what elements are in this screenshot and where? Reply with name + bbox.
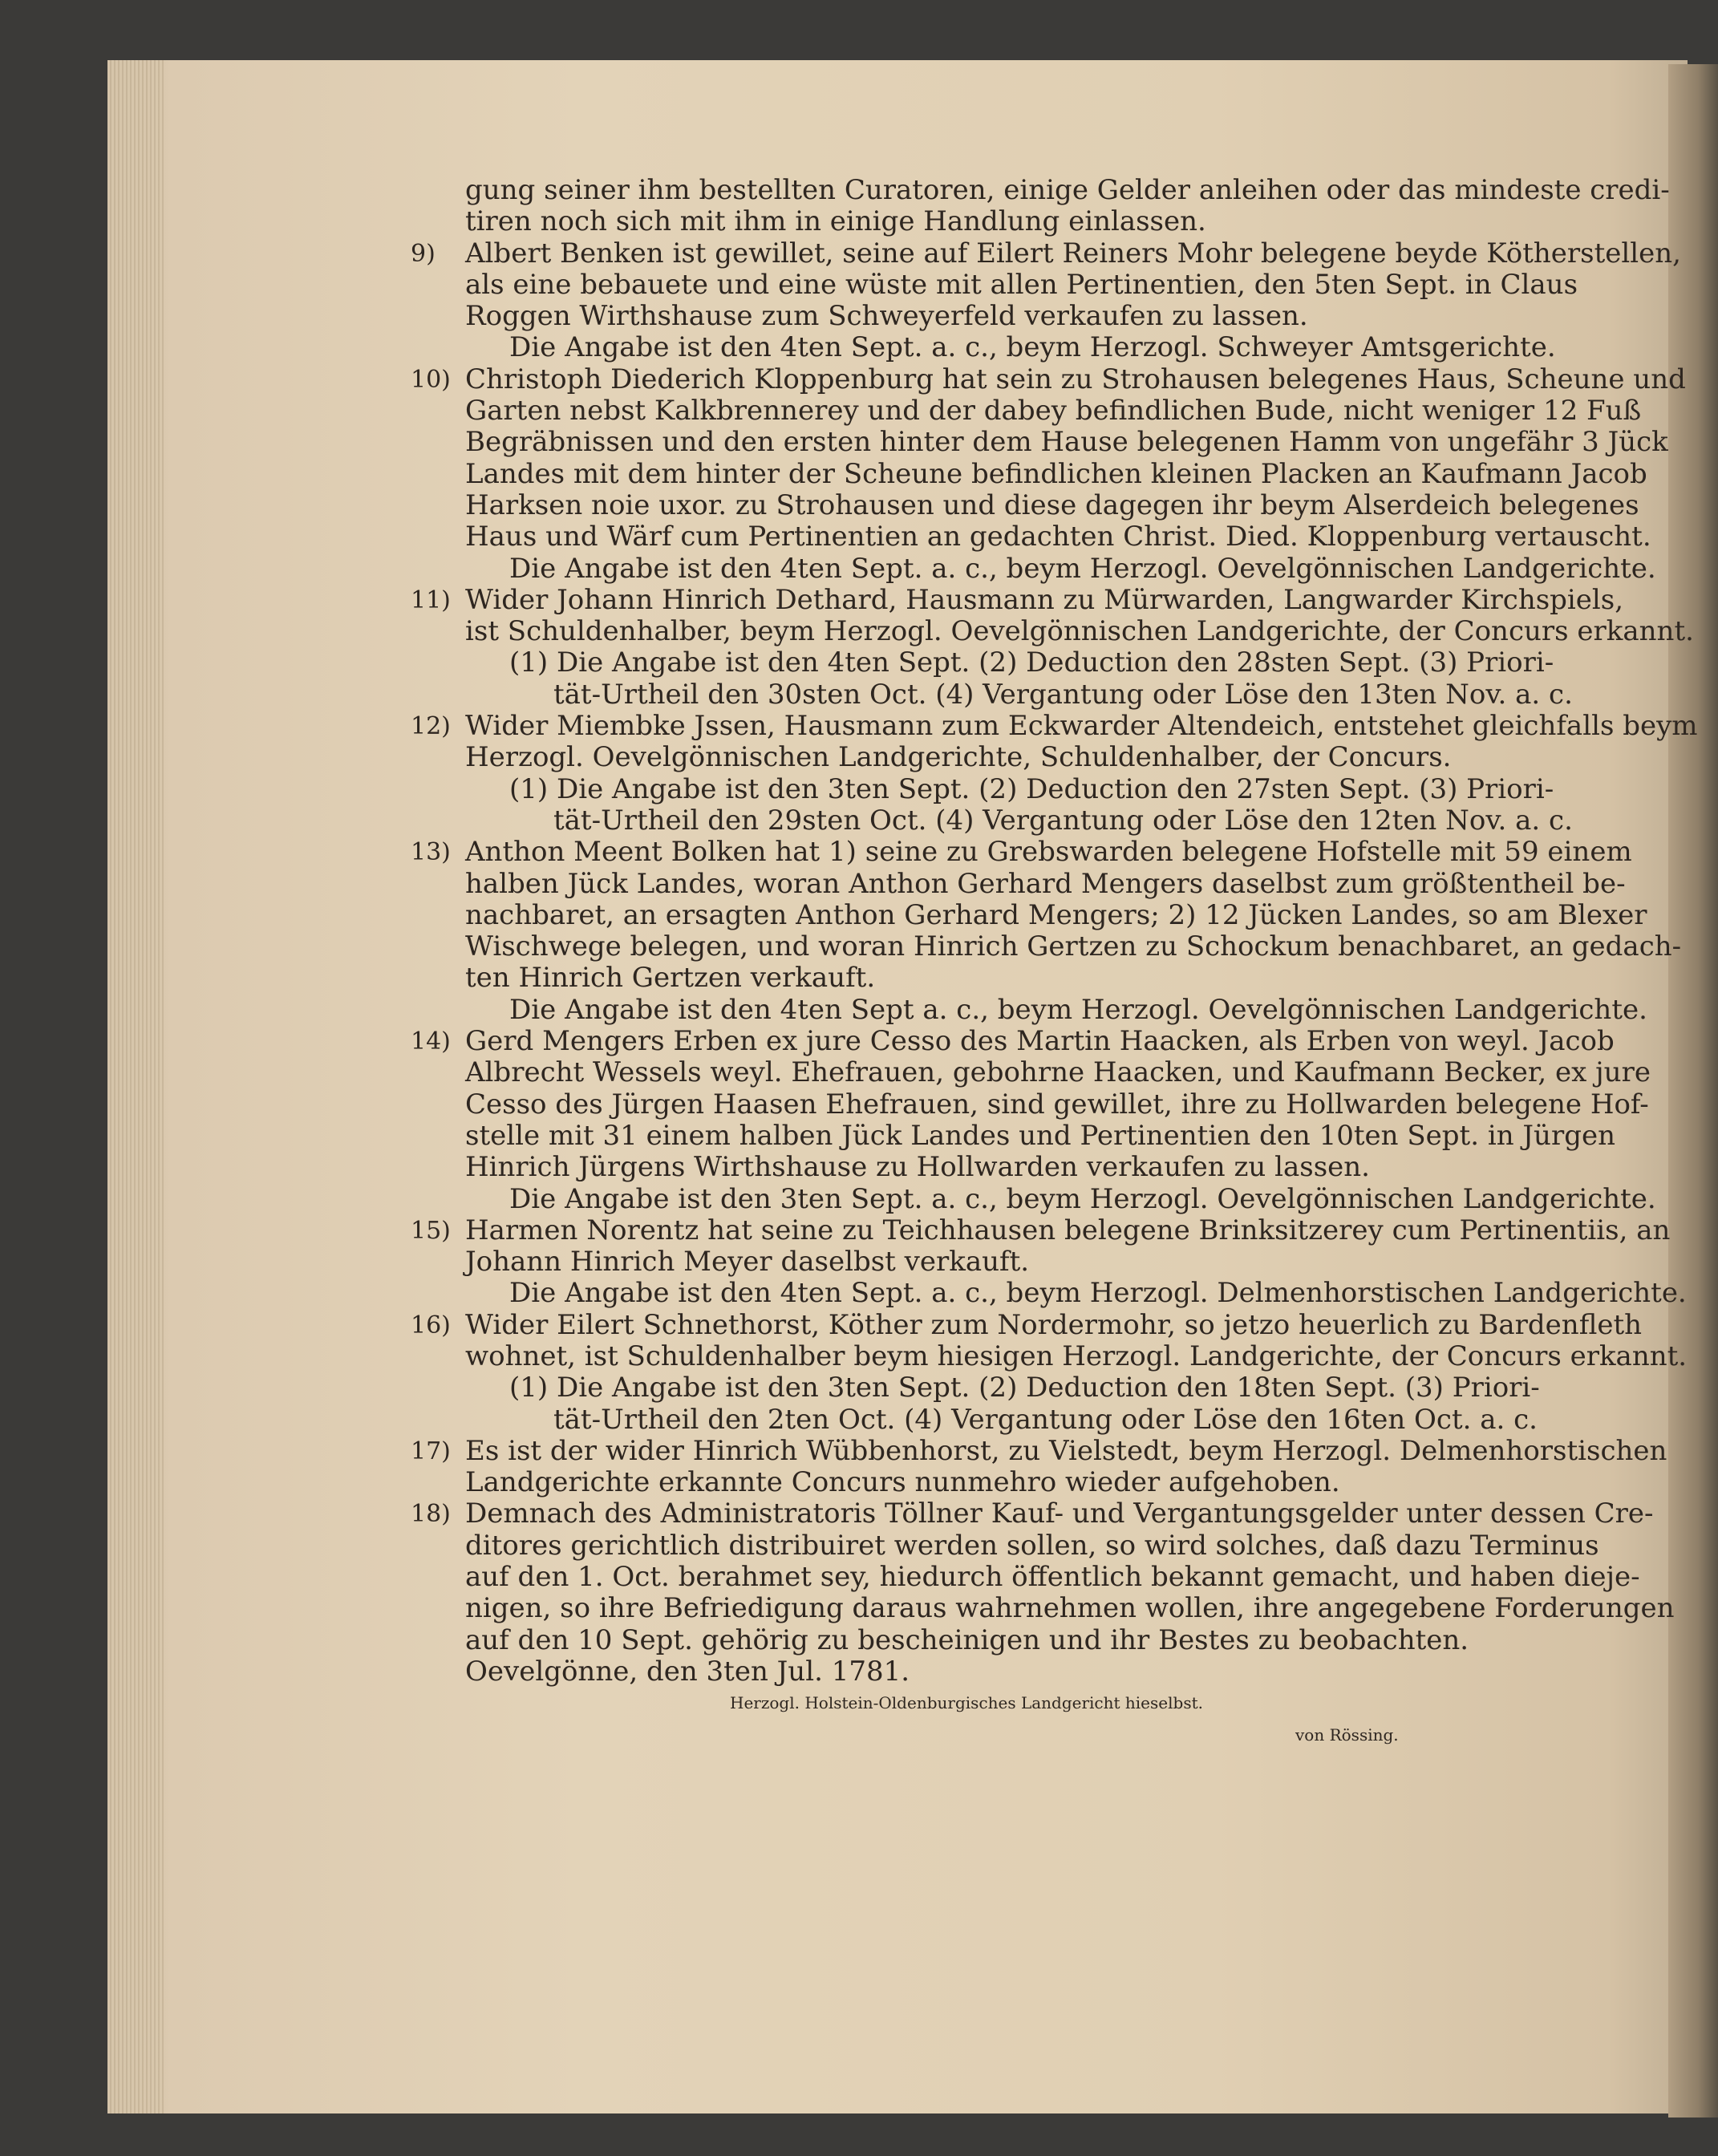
text-line — [465, 898, 1647, 931]
line-text: stelle mit 31 einem halben Jück Landes und Pertinentien den 10ten Sept. in Jürgen — [465, 1119, 1615, 1152]
line-text: Gerd Mengers Erben ex jure Cesso des Martin Haacken, als Erben von weyl. Jacob — [465, 1025, 1615, 1058]
line-text: als eine bebauete und eine wüste mit allen Pertinentien, den 5ten Sept. in Claus — [465, 268, 1578, 301]
line-text: auf den 1. Oct. berahmet sey, hiedurch öffentlich bekannt gemacht, und haben dieje- — [465, 1561, 1640, 1594]
line-text: auf den 10 Sept. gehörig zu bescheinigen und ihr Bestes zu beobachten. — [465, 1623, 1469, 1656]
text-line — [465, 679, 1572, 711]
line-text: Landgerichte erkannte Concurs nunmehro wieder aufgehoben. — [465, 1466, 1340, 1499]
line-text: Garten nebst Kalkbrennerey und der dabey befindlichen Bude, nicht weniger 12 Fuß — [465, 395, 1642, 428]
numbered-entry-line — [411, 583, 1624, 616]
numbered-entry-line — [411, 1214, 1671, 1246]
text-line — [465, 1182, 1656, 1215]
line-text: tiren noch sich mit ihm in einige Handlung einlassen. — [465, 205, 1206, 238]
line-text: (1) Die Angabe ist den 3ten Sept. (2) Deduction den 27sten Sept. (3) Priori- — [509, 772, 1554, 805]
text-line — [465, 552, 1656, 585]
line-text: nachbaret, an ersagten Anthon Gerhard Mengers; 2) 12 Jücken Landes, so am Blexer — [465, 898, 1647, 931]
entry-number: 12) — [411, 712, 451, 741]
page-edge-left — [107, 60, 164, 2113]
entry-number: 18) — [411, 1500, 451, 1529]
line-text: ist Schuldenhalber, beym Herzogl. Oevelgönnischen Landgerichte, der Concurs erkannt. — [465, 615, 1694, 648]
court-signature: Herzogl. Holstein-Oldenburgisches Landgericht hieselbst. — [730, 1693, 1203, 1713]
line-text: Hinrich Jürgens Wirthshause zu Hollwarden verkaufen zu lassen. — [465, 1151, 1370, 1184]
line-text: Begräbnissen und den ersten hinter dem Hause belegenen Hamm von ungefähr 3 Jück — [465, 426, 1668, 459]
text-line — [465, 332, 1572, 363]
line-text: tät-Urtheil den 30sten Oct. (4) Vergantung oder Löse den 13ten Nov. a. c. — [553, 678, 1573, 711]
text-line — [465, 1056, 1651, 1089]
numbered-entry-line — [411, 710, 1698, 743]
entry-number: 15) — [411, 1216, 451, 1245]
line-text: Landes mit dem hinter der Scheune befindlichen kleinen Placken an Kaufmann Jacob — [465, 457, 1647, 490]
numbered-entry-line — [411, 1308, 1643, 1341]
text-line — [465, 1246, 1572, 1278]
entry-number: 10) — [411, 365, 451, 394]
line-text: Wider Miembke Jssen, Hausmann zum Eckwarder Altendeich, entstehet gleichfalls beym — [465, 710, 1698, 743]
text-line — [465, 615, 1694, 648]
text-line — [465, 268, 1578, 301]
text-line — [465, 1561, 1640, 1594]
line-text: Herzogl. Oevelgönnischen Landgerichte, Schuldenhalber, der Concurs. — [465, 741, 1452, 774]
line-text: Harmen Norentz hat seine zu Teichhausen belegene Brinksitzerey cum Pertinentiis, an — [465, 1214, 1671, 1246]
entry-number: 11) — [411, 586, 451, 614]
line-text: tät-Urtheil den 2ten Oct. (4) Vergantung oder Löse den 16ten Oct. a. c. — [553, 1403, 1538, 1436]
line-text: Johann Hinrich Meyer daselbst verkauft. — [465, 1246, 1030, 1279]
line-text: wohnet, ist Schuldenhalber beym hiesigen Herzogl. Landgerichte, der Concurs erkannt. — [465, 1339, 1688, 1372]
numbered-entry-line — [411, 1497, 1654, 1530]
text-line — [465, 1404, 1572, 1436]
text-line — [465, 488, 1639, 521]
line-text: tät-Urtheil den 29sten Oct. (4) Vergantung oder Löse den 12ten Nov. a. c. — [553, 804, 1573, 837]
text-line — [465, 457, 1647, 490]
text-line — [465, 1119, 1615, 1152]
line-text: (1) Die Angabe ist den 4ten Sept. (2) Deduction den 28sten Sept. (3) Priori- — [509, 646, 1554, 679]
text-line — [465, 774, 1572, 805]
line-text: Wischwege belegen, und woran Hinrich Gertzen zu Schockum benachbaret, an gedach- — [465, 930, 1682, 963]
line-text: ten Hinrich Gertzen verkauft. — [465, 962, 876, 995]
text-line — [465, 1088, 1649, 1121]
text-line — [465, 1372, 1572, 1404]
numbered-entry-line — [411, 237, 1681, 270]
line-text: Die Angabe ist den 4ten Sept. a. c., beym Herzogl. Schweyer Amtsgerichte. — [509, 331, 1556, 364]
text-line — [465, 1339, 1688, 1372]
line-text: Die Angabe ist den 4ten Sept. a. c., beym Herzogl. Delmenhorstischen Landgerichte. — [509, 1277, 1687, 1310]
text-line — [465, 1277, 1687, 1310]
text-line — [465, 993, 1647, 1026]
line-text: Cesso des Jürgen Haasen Ehefrauen, sind gewillet, ihre zu Hollwarden belegene Hof- — [465, 1088, 1649, 1121]
line-text: Albrecht Wessels weyl. Ehefrauen, gebohrne Haacken, und Kaufmann Becker, ex jure — [465, 1056, 1651, 1089]
text-line — [465, 1152, 1572, 1183]
line-text: Demnach des Administratoris Töllner Kauf- und Vergantungsgelder unter dessen Cre- — [465, 1497, 1654, 1530]
numbered-entry-line — [411, 363, 1686, 395]
entry-number: 9) — [411, 239, 436, 268]
numbered-entry-line — [411, 1025, 1615, 1058]
entry-number: 17) — [411, 1437, 451, 1465]
text-line — [465, 1529, 1599, 1562]
line-text: halben Jück Landes, woran Anthon Gerhard Mengers daselbst zum größtentheil be- — [465, 867, 1626, 900]
text-line — [465, 206, 1572, 237]
line-text: nigen, so ihre Befriedigung daraus wahrnehmen wollen, ihre angegebene Forderungen — [465, 1592, 1675, 1625]
text-line — [465, 1592, 1675, 1625]
entry-number: 14) — [411, 1027, 451, 1056]
text-line — [465, 1467, 1572, 1498]
text-line — [465, 521, 1651, 553]
line-text: Anthon Meent Bolken hat 1) seine zu Grebswarden belegene Hofstelle mit 59 einem — [465, 836, 1632, 869]
line-text: ditores gerichtlich distribuiret werden sollen, so wird solches, daß dazu Terminus — [465, 1529, 1599, 1562]
text-line — [465, 1656, 1572, 1688]
text-line — [465, 647, 1572, 679]
text-line — [465, 426, 1668, 459]
text-line — [465, 395, 1642, 428]
text-line — [465, 867, 1626, 900]
text-line — [465, 301, 1572, 332]
text-line — [465, 1625, 1572, 1656]
line-text: Die Angabe ist den 3ten Sept. a. c., beym Herzogl. Oevelgönnischen Landgerichte. — [509, 1182, 1656, 1215]
entry-number: 16) — [411, 1311, 451, 1339]
text-line — [465, 962, 1572, 994]
line-text: Roggen Wirthshause zum Schweyerfeld verkaufen zu lassen. — [465, 300, 1308, 333]
line-text: Oevelgönne, den 3ten Jul. 1781. — [465, 1655, 910, 1688]
line-text: Albert Benken ist gewillet, seine auf Eilert Reiners Mohr belegene beyde Kötherstellen, — [465, 237, 1681, 270]
signatory-name: von Rössing. — [1295, 1724, 1399, 1745]
text-line — [465, 174, 1670, 206]
document-body — [411, 174, 1698, 1751]
line-text: Harksen noie uxor. zu Strohausen und diese dagegen ihr beym Alserdeich belegenes — [465, 488, 1639, 521]
line-text: Es ist der wider Hinrich Wübbenhorst, zu Vielstedt, beym Herzogl. Delmenhorstischen — [465, 1434, 1667, 1467]
line-text: Christoph Diederich Kloppenburg hat sein zu Strohausen belegenes Haus, Scheune und — [465, 363, 1686, 395]
line-text: (1) Die Angabe ist den 3ten Sept. (2) Deduction den 18ten Sept. (3) Priori- — [509, 1372, 1540, 1404]
line-text: Die Angabe ist den 4ten Sept a. c., beym Herzogl. Oevelgönnischen Landgerichte. — [509, 993, 1647, 1026]
text-line — [465, 930, 1682, 963]
text-line — [465, 805, 1572, 837]
line-text: gung seiner ihm bestellten Curatoren, einige Gelder anleihen oder das mindeste credi- — [465, 174, 1670, 206]
line-text: Wider Johann Hinrich Dethard, Hausmann zu Mürwarden, Langwarder Kirchspiels, — [465, 583, 1624, 616]
line-text: Wider Eilert Schnethorst, Köther zum Nordermohr, so jetzo heuerlich zu Bardenfleth — [465, 1308, 1643, 1341]
line-text: Die Angabe ist den 4ten Sept. a. c., beym Herzogl. Oevelgönnischen Landgerichte. — [509, 552, 1656, 585]
entry-number: 13) — [411, 838, 451, 867]
numbered-entry-line — [411, 836, 1632, 869]
numbered-entry-line — [411, 1434, 1667, 1467]
text-line — [465, 742, 1572, 773]
line-text: Haus und Wärf cum Pertinentien an gedachten Christ. Died. Kloppenburg vertauscht. — [465, 521, 1651, 553]
